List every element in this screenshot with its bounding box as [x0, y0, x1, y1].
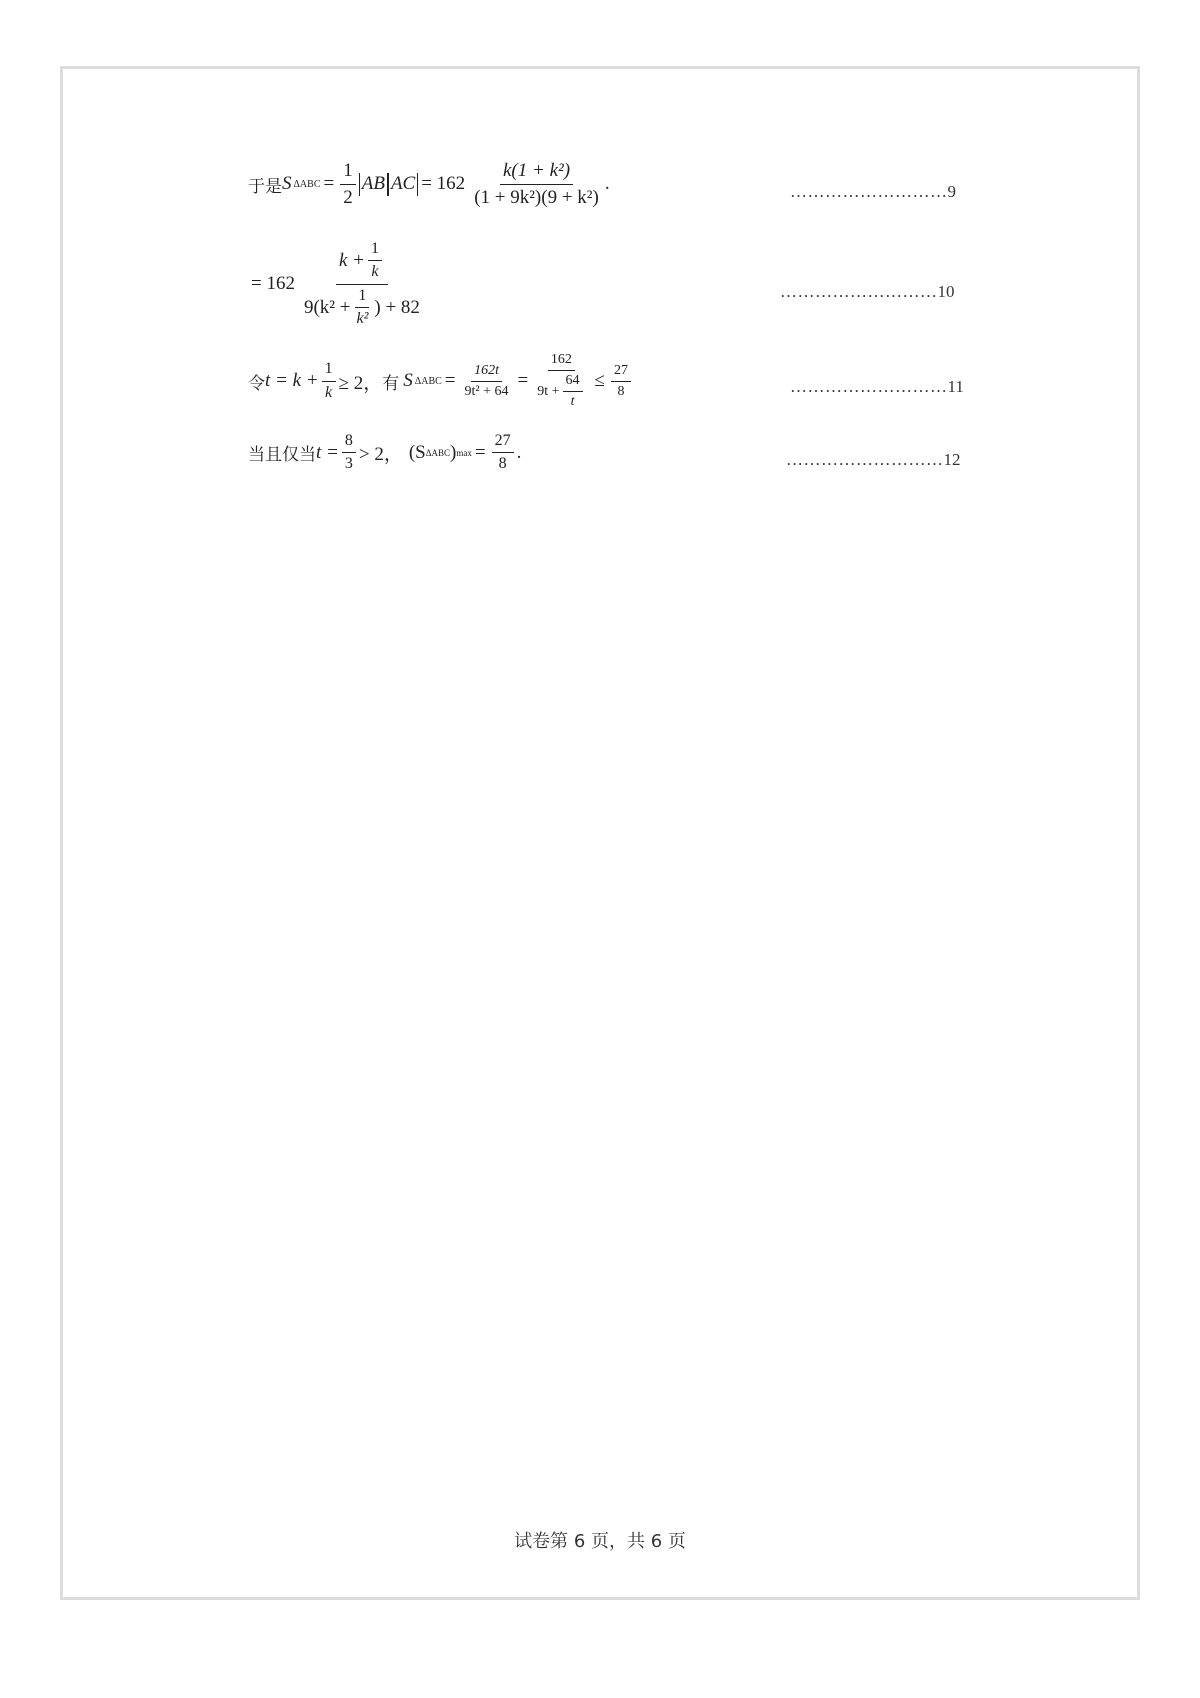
step-prefix: 令	[248, 373, 265, 394]
solution-step-12	[248, 432, 521, 474]
area-subscript: ΔABC	[293, 178, 321, 190]
fraction-denominator: k	[371, 263, 379, 281]
t-equals: t =	[316, 441, 339, 463]
score-value: 9	[947, 182, 956, 201]
page-footer: 试卷第 6 页，共 6 页	[514, 1531, 686, 1552]
fraction-numerator: 1	[368, 240, 382, 261]
fraction-denominator: k²	[356, 310, 369, 328]
den-suffix: ) + 82	[374, 296, 420, 318]
score-value: 12	[943, 450, 961, 469]
fraction-denominator: 8	[617, 383, 625, 399]
coefficient: = 162	[421, 173, 466, 195]
k-plus: k +	[338, 249, 365, 271]
fraction-27-8	[492, 432, 514, 474]
fraction-denominator: 2	[343, 186, 353, 208]
t-definition: t = k +	[265, 370, 319, 392]
leader-dots: ………………………	[790, 182, 948, 201]
less-equal-sign: ≤	[594, 370, 605, 392]
fraction-162	[534, 352, 588, 410]
step-prefix: 当且仅当	[248, 445, 316, 466]
fraction-27-8	[611, 363, 631, 400]
period: .	[604, 173, 610, 195]
area-symbol: S	[282, 173, 292, 195]
fraction-numerator: 1	[340, 160, 356, 185]
max-area-open: (S	[408, 441, 426, 463]
fraction-numerator: 162	[548, 352, 575, 371]
step-prefix: 于是	[248, 176, 282, 197]
main-fraction	[471, 160, 602, 209]
main-fraction	[301, 240, 423, 329]
fraction-denominator: (1 + 9k²)(9 + k²)	[474, 186, 599, 208]
den-prefix: 9t +	[537, 383, 560, 399]
score-value: 10	[937, 282, 955, 301]
fraction-numerator: 27	[492, 432, 514, 453]
fraction-denominator: k	[325, 383, 333, 401]
inequality: > 2，	[358, 444, 403, 466]
abs-ac: AC	[388, 173, 418, 196]
area-symbol: S	[403, 370, 413, 392]
fraction-numerator: 8	[342, 432, 356, 453]
period: .	[516, 441, 522, 463]
max-subscript: max	[456, 447, 472, 458]
solution-step-11	[248, 352, 634, 410]
inverse-k	[322, 360, 336, 402]
area-subscript: ΔABC	[425, 447, 451, 458]
solution-step-10	[248, 240, 426, 329]
area-subscript: ΔABC	[414, 375, 442, 387]
score-value: 11	[947, 377, 964, 396]
fraction-denominator: 9t² + 64	[464, 383, 509, 399]
inequality: ≥ 2，	[338, 372, 383, 394]
fraction-denominator	[534, 371, 588, 410]
fraction-numerator: 1	[322, 360, 336, 381]
fraction-numerator: k(1 + k²)	[500, 160, 573, 185]
fraction-denominator: 8	[498, 455, 507, 473]
fraction-numerator: 27	[611, 363, 631, 382]
fraction-64-over-t	[563, 373, 583, 410]
leader-dots: ………………………	[790, 377, 948, 396]
equals-sign: =	[517, 370, 529, 392]
fraction-numerator: 162t	[471, 363, 502, 382]
score-marker-10	[780, 282, 955, 302]
solution-step-9	[248, 160, 610, 209]
leader-dots: ………………………	[786, 450, 944, 469]
leader-dots: ………………………	[780, 282, 938, 301]
fraction-numerator: 1	[355, 287, 369, 308]
abs-ab: AB	[359, 173, 388, 196]
fraction-denominator: t	[570, 394, 575, 410]
inverse-k-squared	[353, 287, 371, 329]
equals-sign: =	[323, 173, 335, 195]
fraction-denominator	[301, 285, 423, 329]
fraction-8-3	[342, 432, 356, 474]
inverse-k	[368, 240, 382, 282]
max-area-close: )	[450, 441, 457, 463]
equals-sign: =	[474, 441, 486, 463]
score-marker-11	[790, 377, 964, 397]
score-marker-12	[786, 450, 961, 470]
you-text: 有	[382, 373, 400, 394]
fraction-numerator	[336, 240, 388, 285]
den-prefix: 9(k² +	[303, 296, 351, 318]
half-fraction	[340, 160, 356, 209]
fraction-denominator: 3	[344, 455, 353, 473]
fraction-numerator: 64	[563, 373, 583, 392]
page-frame	[60, 66, 1140, 1600]
coefficient: = 162	[251, 273, 295, 295]
score-marker-9	[790, 182, 956, 202]
fraction-162t	[462, 363, 512, 400]
equals-sign: =	[444, 370, 456, 392]
